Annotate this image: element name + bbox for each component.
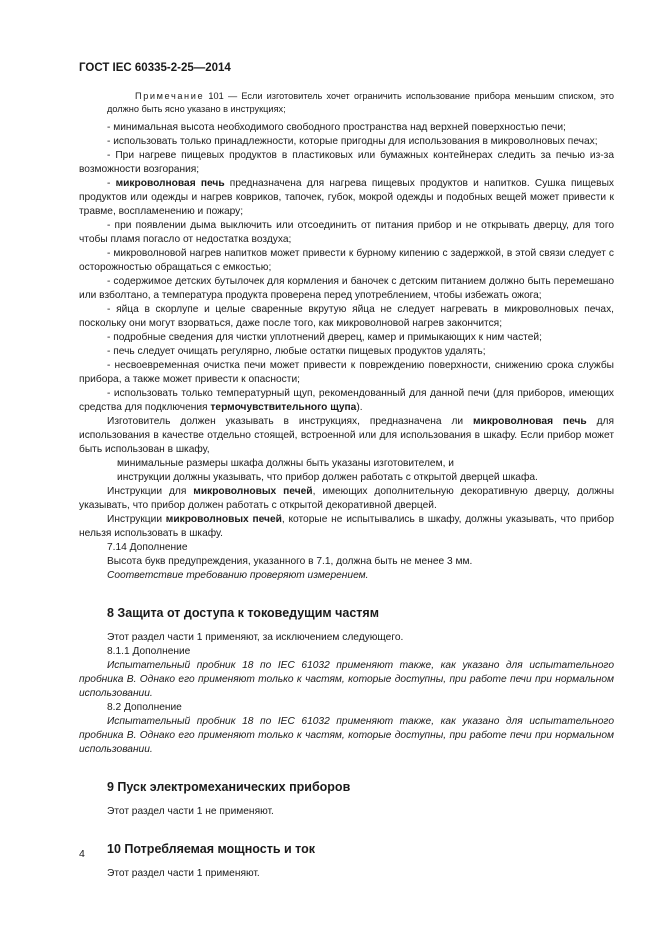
list-item: - микроволновой нагрев напитков может привести к бурному кипению с задержкой, в этой связи следует с осторожностью обращаться с емкостью; (79, 248, 614, 273)
list-item: - печь следует очищать регулярно, любые остатки пищевых продуктов удалять; (107, 346, 486, 357)
paragraph: Изготовитель должен указывать в инструкциях, предназначена ли микроволновая печь для использования в качестве отдельно стоящей, встроенной или для использования в шкафу. Если прибор может быть использован в шкафу, (79, 416, 614, 455)
list-item: - яйца в скорлупе и целые сваренные вкрутую яйца не следует нагревать в микроволновых печах, поскольку они могут взорваться, даже после того, как микроволновой нагрев закончится; (79, 304, 614, 329)
list-item: - использовать только принадлежности, которые пригодны для использования в микроволновых печах; (107, 136, 598, 147)
list-item: - несвоевременная очистка печи может привести к повреждению поверхности, снижению срока службы прибора, а также может привести к опасности; (79, 360, 614, 385)
paragraph: Этот раздел части 1 применяют, за исключением следующего. (107, 632, 404, 643)
paragraph: Испытательный пробник 18 по IEC 61032 применяют также, как указано для испытательного пробника В. Однако его применяют только к частям, которые доступны, при работе печи при нормальном использовании. (79, 716, 614, 755)
paragraph: Инструкции для микроволновых печей, имеющих дополнительную декоративную дверцу, должны указывать, что прибор должен работать с открытой декоративной дверцей. (79, 486, 615, 511)
section-title: 9 Пуск электромеханических приборов (107, 780, 351, 794)
subsection-title: 7.14 Дополнение (107, 542, 188, 553)
document-body (79, 90, 614, 881)
list-item: - использовать только температурный щуп, рекомендованный для данной печи (для приборов, имеющих средства для подключения термочувствительного щупа). (79, 388, 614, 413)
note-text: 101 — Если изготовитель хочет ограничить использование прибора меньшим списком, это должно быть ясно указано в инструкциях; (107, 91, 614, 114)
paragraph: Испытательный пробник 18 по IEC 61032 применяют также, как указано для испытательного пробника В. Однако его применяют только к частям, которые доступны, при работе печи при нормальном использовании. (79, 660, 614, 699)
section-title: 10 Потребляемая мощность и ток (107, 842, 315, 856)
document-header: ГОСТ IEC 60335-2-25—2014 (79, 62, 231, 74)
list-item: - микроволновая печь предназначена для нагрева пищевых продуктов и напитков. Сушка пищевых продуктов или одежды и нагрев ковриков, тапочек, губок, мокрой одежды и подобных вещей может привести к травме, воспламенению и пожару; (79, 178, 614, 217)
list-item: - содержимое детских бутылочек для кормления и баночек с детским питанием должно быть перемешано или взболтано, а температура продукта проверена перед употреблением, чтобы избежать ожога; (79, 276, 614, 301)
note (79, 90, 614, 115)
list-item: - подробные сведения для чистки уплотнений дверец, камер и примыкающих к ним частей; (107, 332, 542, 343)
term-probe: термочувствительного щупа (210, 402, 357, 413)
list-item: - минимальная высота необходимого свободного пространства над верхней поверхностью печи; (107, 122, 566, 133)
paragraph: Высота букв предупреждения, указанного в 7.1, должна быть не менее 3 мм. (107, 556, 473, 567)
page-number: 4 (79, 848, 85, 860)
note-label: Примечание (135, 91, 205, 101)
subsection-title: 8.1.1 Дополнение (107, 646, 191, 657)
list-item: - при появлении дыма выключить или отсоединить от питания прибор и не открывать дверцу, для того чтобы пламя погасло от недостатка воздуха; (79, 220, 614, 245)
section-title: 8 Защита от доступа к токоведущим частям (107, 606, 379, 620)
list-item: - При нагреве пищевых продуктов в пластиковых или бумажных контейнерах следить за печью из-за возможности возгорания; (79, 150, 614, 175)
paragraph: инструкции должны указывать, что прибор должен работать с открытой дверцей шкафа. (117, 472, 538, 483)
term-microwave-oven: микроволновая печь (115, 178, 225, 189)
paragraph: Инструкции микроволновых печей, которые не испытывались в шкафу, должны указывать, что прибор нельзя использовать в шкафу. (79, 514, 615, 539)
paragraph: минимальные размеры шкафа должны быть указаны изготовителем, и (117, 458, 454, 469)
paragraph: Этот раздел части 1 не применяют. (107, 806, 274, 817)
paragraph: Этот раздел части 1 применяют. (107, 868, 260, 879)
subsection-title: 8.2 Дополнение (107, 702, 182, 713)
paragraph: Соответствие требованию проверяют измерением. (107, 570, 369, 581)
